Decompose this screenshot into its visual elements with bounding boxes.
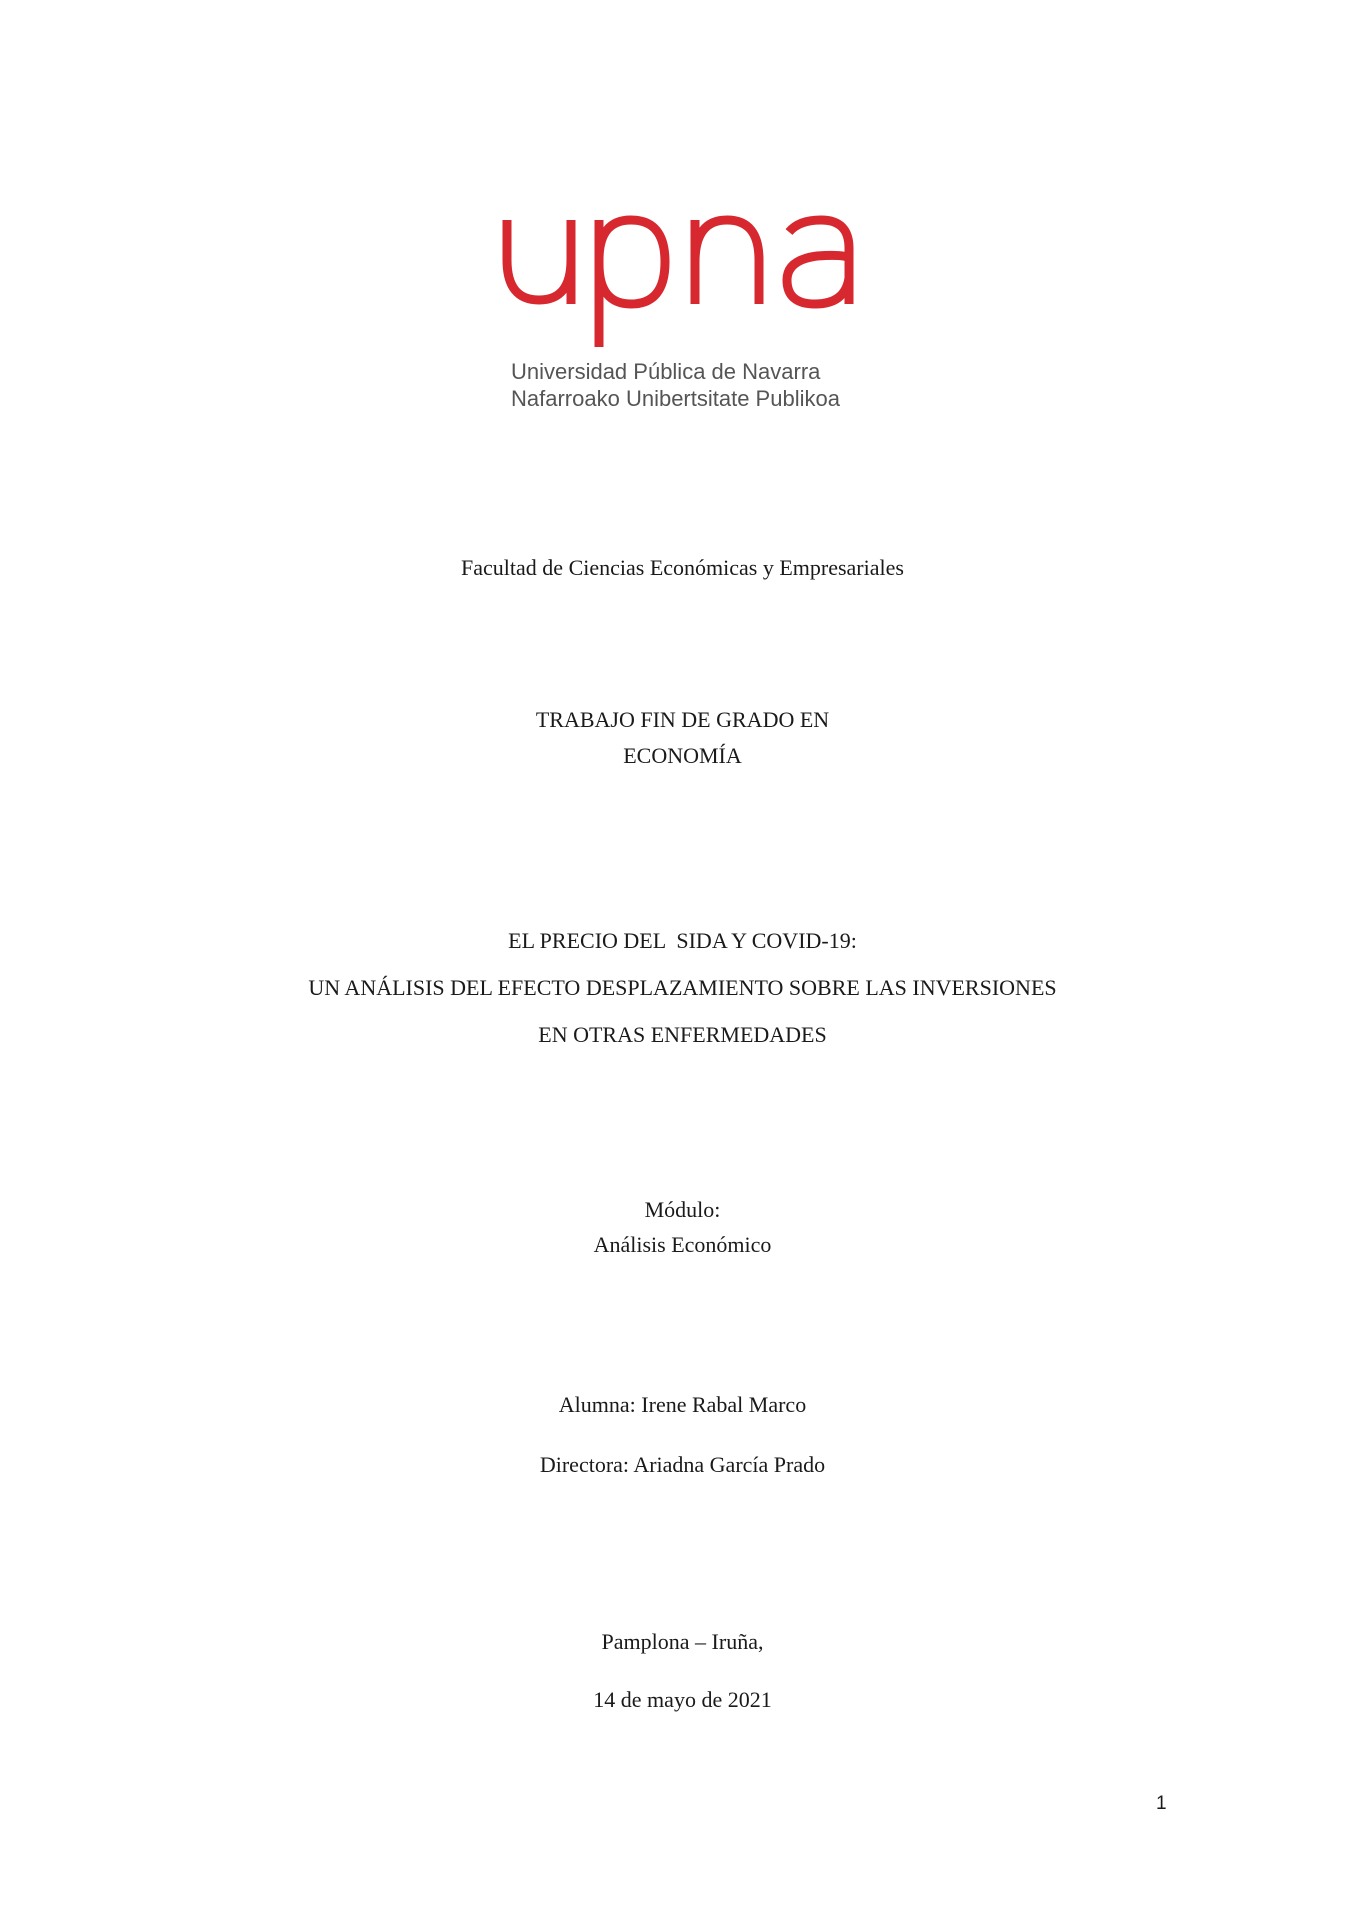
module-block xyxy=(0,1192,1365,1262)
university-name-es: Universidad Pública de Navarra xyxy=(511,359,821,384)
degree-line-1: TRABAJO FIN DE GRADO EN xyxy=(535,707,830,732)
degree-line-2: ECONOMÍA xyxy=(623,743,742,768)
place: Pamplona – Iruña, xyxy=(601,1629,764,1654)
university-name xyxy=(511,358,931,412)
place-date-block xyxy=(0,1613,1365,1729)
authors-block xyxy=(0,1375,1365,1495)
upna-logo xyxy=(499,182,869,362)
title-line-1: EL PRECIO DEL SIDA Y COVID-19: xyxy=(508,928,857,953)
date: 14 de mayo de 2021 xyxy=(593,1687,772,1712)
title-line-2: UN ANÁLISIS DEL EFECTO DESPLAZAMIENTO SOBRE LAS INVERSIONES xyxy=(308,975,1057,1000)
faculty-text: Facultad de Ciencias Económicas y Empresariales xyxy=(461,555,904,580)
faculty-name xyxy=(0,552,1365,584)
module-label: Módulo: xyxy=(644,1197,721,1222)
university-name-eu: Nafarroako Unibertsitate Publikoa xyxy=(511,386,840,411)
student-name: Alumna: Irene Rabal Marco xyxy=(558,1392,807,1417)
title-line-3: EN OTRAS ENFERMEDADES xyxy=(538,1022,827,1047)
director-name: Directora: Ariadna García Prado xyxy=(539,1452,826,1477)
thesis-title xyxy=(0,917,1365,1058)
module-value: Análisis Económico xyxy=(593,1232,772,1257)
page-number: 1 xyxy=(1156,1793,1167,1814)
degree-heading xyxy=(0,702,1365,774)
